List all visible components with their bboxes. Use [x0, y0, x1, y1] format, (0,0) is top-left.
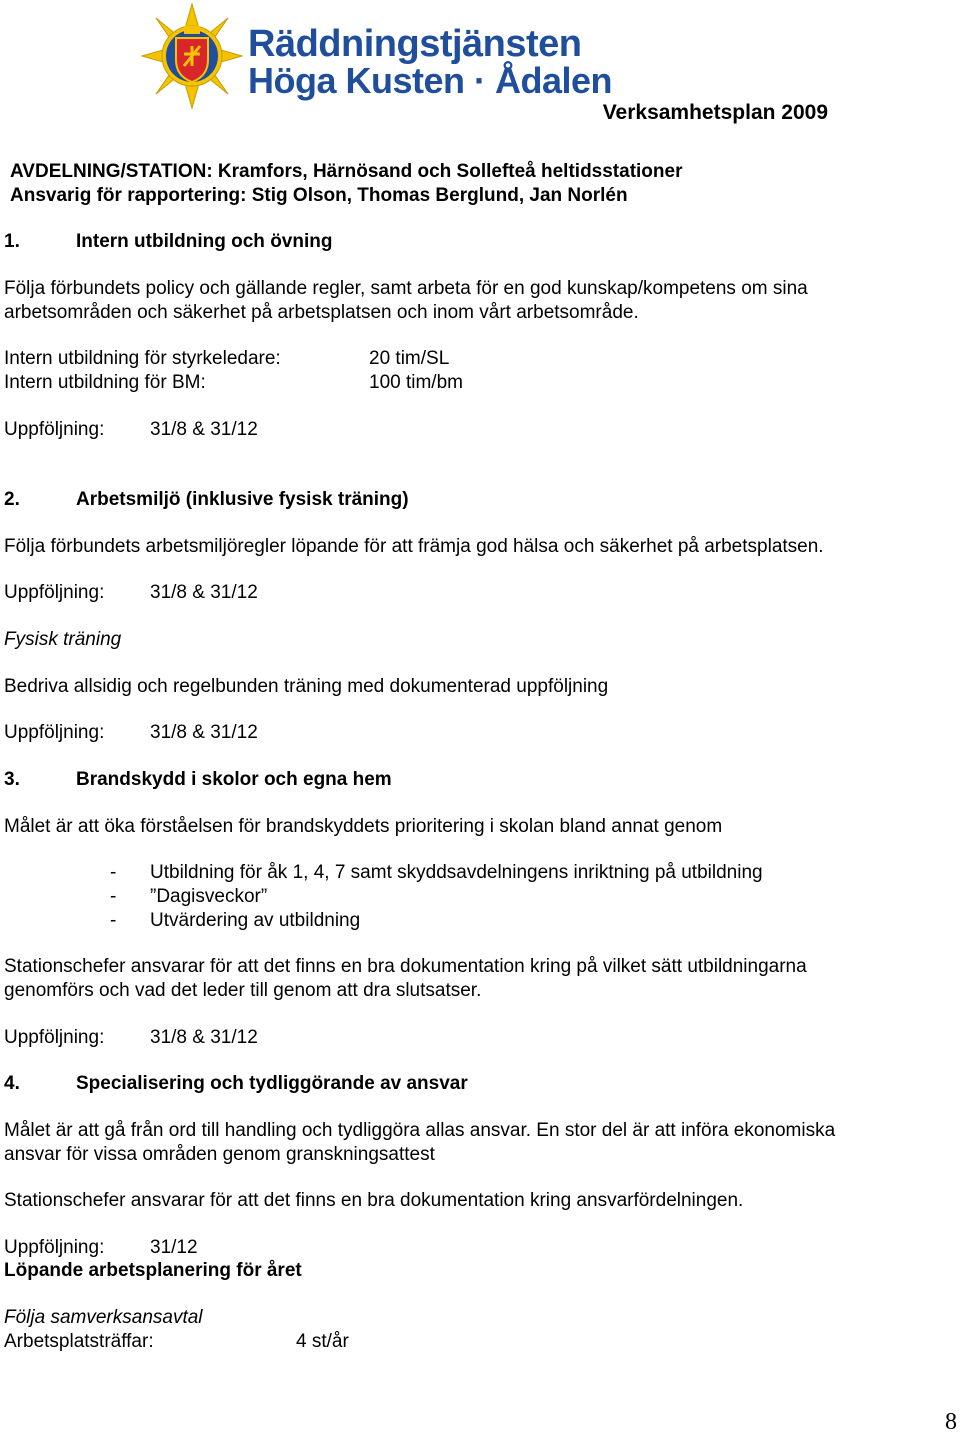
section-1-heading — [4, 230, 332, 254]
page-number: 8 — [945, 1409, 957, 1435]
brand-name-line2: Höga Kusten · Ådalen — [248, 60, 613, 101]
section-number: 4. — [4, 1073, 20, 1094]
paragraph: Målet är att gå från ord till handling och tydliggöra allas ansvar. En stor del är att införa ekonomiska — [4, 1120, 836, 1141]
responsible-line: Ansvarig för rapportering: Stig Olson, Thomas Berglund, Jan Norlén — [10, 185, 628, 206]
followup-label: Uppföljning: — [4, 722, 105, 743]
list-item-text: Utvärdering av utbildning — [150, 910, 361, 931]
bullet-dash: - — [110, 886, 117, 907]
section-title: Brandskydd i skolor och egna hem — [76, 769, 392, 790]
section-title: Intern utbildning och övning — [76, 231, 333, 252]
section-3-heading — [4, 768, 392, 792]
field-value: 4 st/år — [296, 1331, 349, 1352]
field-label: Intern utbildning för BM: — [4, 372, 206, 393]
followup-value: 31/8 & 31/12 — [150, 1027, 258, 1048]
department-line: AVDELNING/STATION: Kramfors, Härnösand och Sollefteå heltidsstationer — [10, 161, 683, 182]
section-number: 2. — [4, 489, 20, 510]
list-item — [110, 861, 763, 885]
logo — [140, 2, 613, 110]
paragraph: Stationschefer ansvarar för att det finns en bra dokumentation kring ansvarfördelningen. — [4, 1190, 744, 1211]
followup-value: 31/8 & 31/12 — [150, 722, 258, 743]
followup-value: 31/8 & 31/12 — [150, 419, 258, 440]
brand-name-line1: Räddningstjänsten — [248, 23, 582, 65]
followup-label: Uppföljning: — [4, 1027, 105, 1048]
paragraph: Följa förbundets policy och gällande regler, samt arbeta för en god kunskap/kompetens om sina — [4, 278, 808, 299]
paragraph: Målet är att öka förståelsen för brandskyddets prioritering i skolan bland annat genom — [4, 816, 723, 837]
paragraph: Stationschefer ansvarar för att det finns en bra dokumentation kring på vilket sätt utbildningarna — [4, 956, 807, 977]
field-label: Arbetsplatsträffar: — [4, 1331, 154, 1352]
followup-label: Uppföljning: — [4, 582, 105, 603]
fire-brigade-badge-icon — [140, 2, 244, 110]
paragraph: Bedriva allsidig och regelbunden träning med dokumenterad uppföljning — [4, 676, 609, 697]
followup-value: 31/12 — [150, 1237, 198, 1258]
list-item-text: Utbildning för åk 1, 4, 7 samt skyddsavdelningens inriktning på utbildning — [150, 862, 763, 883]
section-4-heading — [4, 1072, 468, 1096]
list-item — [110, 909, 360, 933]
section-title: Arbetsmiljö (inklusive fysisk träning) — [76, 489, 409, 510]
bullet-dash: - — [110, 862, 117, 883]
paragraph: Följa förbundets arbetsmiljöregler löpande för att främja god hälsa och säkerhet på arbetsplatsen. — [4, 536, 824, 557]
field-value: 20 tim/SL — [369, 348, 450, 369]
bullet-dash: - — [110, 910, 117, 931]
paragraph: arbetsområden och säkerhet på arbetsplatsen och inom vårt arbetsområde. — [4, 302, 639, 323]
section-number: 3. — [4, 769, 20, 790]
document-title: Verksamhetsplan 2009 — [602, 101, 828, 124]
followup-label: Uppföljning: — [4, 419, 105, 440]
section-title: Specialisering och tydliggörande av ansvar — [76, 1073, 468, 1094]
section-number: 1. — [4, 231, 20, 252]
subheading: Följa samverksansavtal — [4, 1307, 203, 1328]
followup-value: 31/8 & 31/12 — [150, 582, 258, 603]
followup-label: Uppföljning: — [4, 1237, 105, 1258]
list-item-text: ”Dagisveckor” — [150, 886, 268, 907]
field-label: Intern utbildning för styrkeledare: — [4, 348, 281, 369]
list-item — [110, 885, 267, 909]
subheading: Fysisk träning — [4, 629, 122, 650]
field-value: 100 tim/bm — [369, 372, 463, 393]
paragraph: ansvar för vissa områden genom granskningsattest — [4, 1144, 435, 1165]
paragraph: genomförs och vad det leder till genom att dra slutsatser. — [4, 980, 482, 1001]
section-2-heading — [4, 488, 409, 512]
ongoing-heading: Löpande arbetsplanering för året — [4, 1260, 302, 1281]
